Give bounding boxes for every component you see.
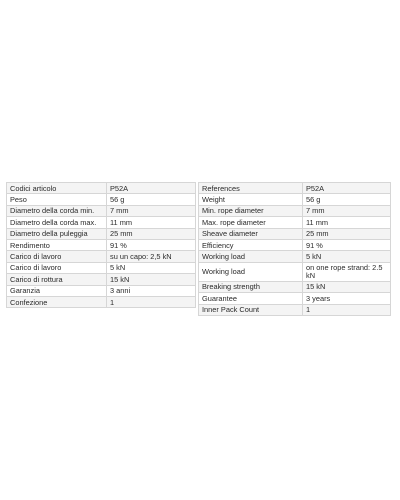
spec-label: Peso (7, 194, 107, 205)
spec-value: 11 mm (303, 217, 391, 228)
spec-label: Carico di lavoro (7, 251, 107, 262)
spec-value: 1 (303, 304, 391, 315)
table-row (199, 183, 391, 194)
spec-label: Working load (199, 251, 303, 262)
spec-value: 15 kN (107, 274, 196, 285)
spec-label: Garanzia (7, 285, 107, 296)
table-row (7, 194, 196, 205)
spec-value: 3 years (303, 293, 391, 304)
spec-value: 56 g (107, 194, 196, 205)
spec-value: 91 % (303, 239, 391, 250)
table-row (199, 239, 391, 250)
spec-label: References (199, 183, 303, 194)
table-row (7, 285, 196, 296)
spec-label: Efficiency (199, 239, 303, 250)
table-row (7, 228, 196, 239)
table-row (7, 205, 196, 216)
table-row (7, 274, 196, 285)
spec-label: Diametro della corda min. (7, 205, 107, 216)
spec-value: 91 % (107, 239, 196, 250)
table-row (7, 217, 196, 228)
table-row (199, 293, 391, 304)
spec-value: on one rope strand: 2.5 kN (303, 262, 391, 281)
spec-value: 5 kN (303, 251, 391, 262)
table-row (7, 296, 196, 307)
spec-value: 15 kN (303, 281, 391, 292)
table-row (199, 194, 391, 205)
table-row (199, 217, 391, 228)
spec-label: Max. rope diameter (199, 217, 303, 228)
spec-label: Working load (199, 262, 303, 281)
spec-value: P52A (107, 183, 196, 194)
spec-value: su un capo: 2,5 kN (107, 251, 196, 262)
spec-value: 7 mm (303, 205, 391, 216)
table-row (7, 262, 196, 273)
spec-label: Confezione (7, 296, 107, 307)
spec-label: Carico di lavoro (7, 262, 107, 273)
table-row (7, 239, 196, 250)
table-row (199, 251, 391, 262)
spec-value: 11 mm (107, 217, 196, 228)
table-row (199, 262, 391, 281)
english-spec-table (198, 182, 391, 316)
italian-spec-table (6, 182, 196, 308)
table-row (7, 183, 196, 194)
table-row (199, 281, 391, 292)
table-row (199, 205, 391, 216)
spec-label: Guarantee (199, 293, 303, 304)
spec-label: Weight (199, 194, 303, 205)
spec-value: 56 g (303, 194, 391, 205)
spec-label: Breaking strength (199, 281, 303, 292)
spec-value: 5 kN (107, 262, 196, 273)
spec-label: Diametro della puleggia (7, 228, 107, 239)
spec-label: Min. rope diameter (199, 205, 303, 216)
spec-label: Codici articolo (7, 183, 107, 194)
spec-label: Inner Pack Count (199, 304, 303, 315)
spec-label: Sheave diameter (199, 228, 303, 239)
spec-value: 25 mm (303, 228, 391, 239)
spec-label: Rendimento (7, 239, 107, 250)
spec-value: P52A (303, 183, 391, 194)
table-row (199, 304, 391, 315)
spec-value: 7 mm (107, 205, 196, 216)
spec-value: 25 mm (107, 228, 196, 239)
table-row (7, 251, 196, 262)
spec-label: Diametro della corda max. (7, 217, 107, 228)
spec-value: 1 (107, 296, 196, 307)
spec-label: Carico di rottura (7, 274, 107, 285)
table-row (199, 228, 391, 239)
spec-value: 3 anni (107, 285, 196, 296)
